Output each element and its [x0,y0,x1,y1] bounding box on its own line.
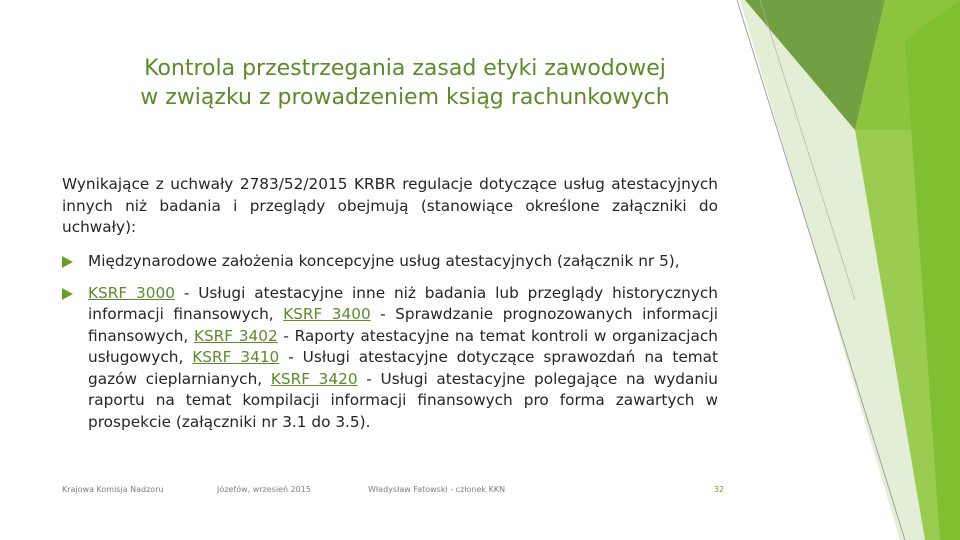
intro-paragraph: Wynikające z uchwały 2783/52/2015 KRBR regulacje dotyczące usług atestacyjnych innych niż badania i przeglądy obejmują (stanowiące określone załączniki do uchwały): [62,175,718,236]
bullet-list [62,251,718,433]
bullet-text: - Usługi atestacyjne polegające na wydaniu raportu na temat kompilacji informacji finansowych pro forma zawartych w prospekcie (załączniki nr 3.1 do 3.5). [88,369,719,431]
title-line-2: w związku z prowadzeniem ksiąg rachunkowych [140,85,670,110]
bullet-item-2 [62,283,718,434]
footer-author: Władysław Fatowski - członek KKN [368,485,506,494]
standard-link-ksrf-3000[interactable]: KSRF 3000 [88,283,175,302]
arrow-bullet-icon [62,256,73,268]
footer-organization: Krajowa Komisja Nadzoru [62,485,164,494]
standard-link-ksrf-3410[interactable]: KSRF 3410 [192,348,280,366]
page-number: 32 [713,485,724,494]
standard-link-ksrf-3402[interactable]: KSRF 3402 [193,326,278,345]
bullet-text: - Raporty atestacyjne na temat kontroli w organizacjach usługowych, [88,326,719,366]
bullet-text: - Sprawdzanie prognozowanych informacji finansowych, [88,305,718,345]
bullet-text: - Usługi atestacyjne inne niż badania lub przeglądy historycznych informacji finansowych, [88,283,718,323]
standard-link-ksrf-3400[interactable]: KSRF 3400 [283,305,371,323]
bullet-text: - Usługi atestacyjne dotyczące sprawozdań na temat gazów cieplarnianych, [88,348,718,388]
slide-title [80,54,730,112]
bullet-text: Międzynarodowe założenia koncepcyjne usług atestacyjnych (załącznik nr 5), [88,252,680,270]
standard-link-ksrf-3420[interactable]: KSRF 3420 [270,369,358,388]
title-line-1: Kontrola przestrzegania zasad etyki zawodowej [144,56,666,81]
arrow-bullet-icon [62,288,73,300]
footer-place-date: Józefów, wrzesień 2015 [217,485,311,494]
bullet-item-1 [62,251,718,273]
